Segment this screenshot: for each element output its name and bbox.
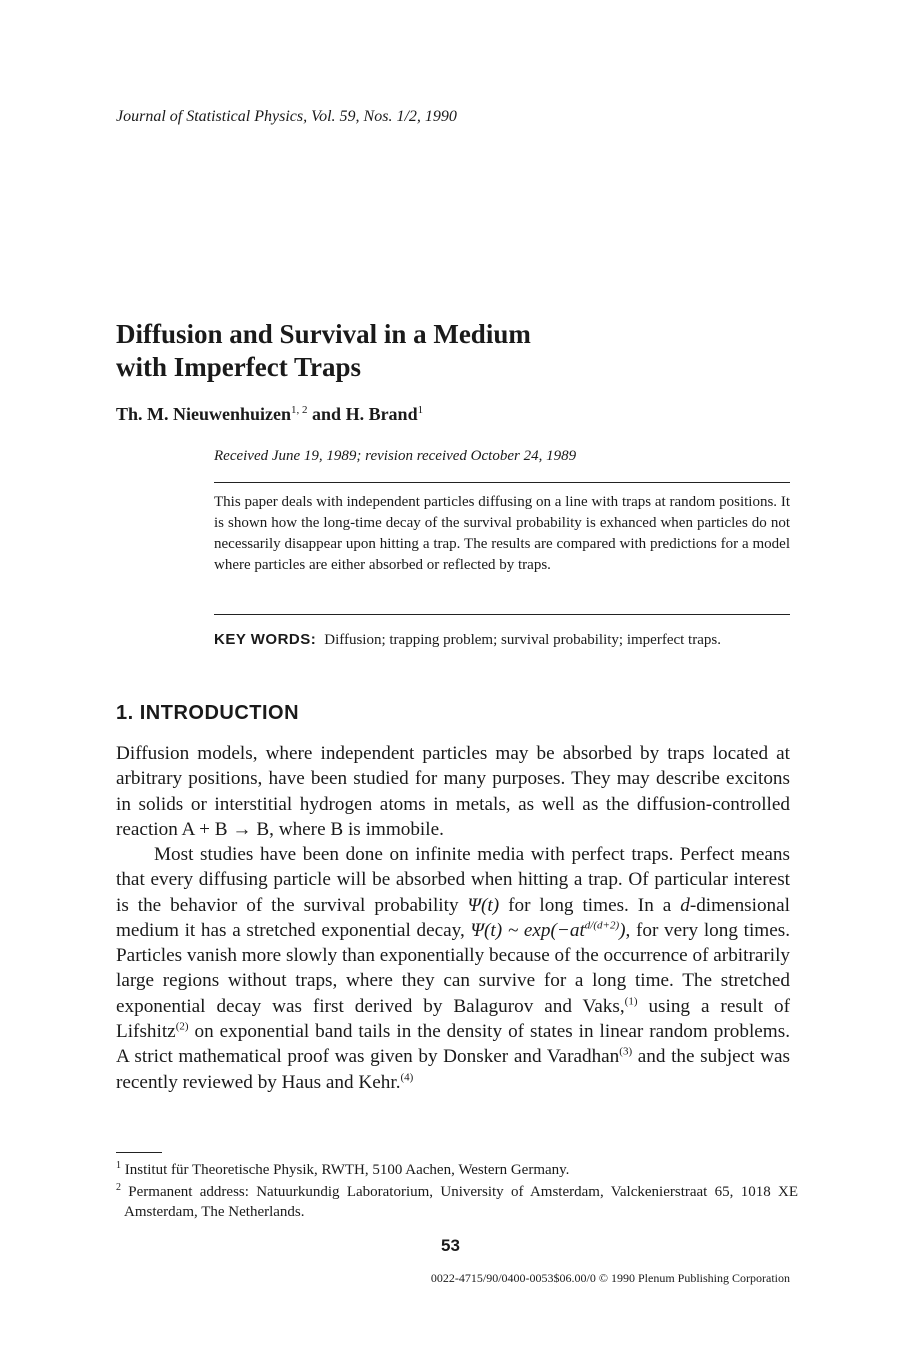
footnote-rule xyxy=(116,1152,162,1153)
intro-text: for long times. In a xyxy=(499,894,681,916)
citation-ref-4: (4) xyxy=(400,1071,414,1084)
author-conjunction: and xyxy=(312,404,342,424)
intro-text: and the subject was recently reviewed by Haus and Kehr. xyxy=(116,1046,790,1093)
footnote-2-mark: 2 xyxy=(116,1182,121,1193)
page-number: 53 xyxy=(441,1236,460,1255)
math-formula-base: Ψ(t) ~ exp(−at xyxy=(470,919,585,941)
copyright-line: 0022-4715/90/0400-0053$06.00/0 © 1990 Plenum Publishing Corporation xyxy=(430,1271,790,1285)
citation-ref-2: (2) xyxy=(175,1020,189,1033)
author-2-affiliation: 1 xyxy=(417,404,424,416)
author-list xyxy=(116,404,423,425)
paper-title xyxy=(116,318,531,384)
citation-ref-1: (1) xyxy=(624,995,638,1008)
footnote-1-mark: 1 xyxy=(116,1160,121,1171)
intro-text: , for very long times. Particles vanish more slowly than exponentially because of the occurrence of arbitrarily large regions without traps, where they can survive for a long time. The stretched exponential decay was first derived by Balagurov and Vaks, xyxy=(116,919,791,1017)
footnote-1-text: Institut für Theoretische Physik, RWTH, 5100 Aachen, Western Germany. xyxy=(121,1162,570,1178)
citation-ref-3: (3) xyxy=(619,1045,633,1058)
intro-paragraph-2 xyxy=(116,842,790,1095)
paper-title-line-1: Diffusion and Survival in a Medium xyxy=(116,319,531,349)
math-stretched-exponential xyxy=(471,920,626,941)
intro-text: -dimensional medium it has a stretched exponential decay, xyxy=(116,894,790,941)
section-heading-introduction: 1. INTRODUCTION xyxy=(116,702,300,724)
journal-citation: Journal of Statistical Physics, Vol. 59, Nos. 1/2, 1990 xyxy=(116,108,457,125)
math-formula-exponent: d/(d+2) xyxy=(584,919,620,932)
math-dimension: d xyxy=(680,894,690,916)
abstract: This paper deals with independent particles diffusing on a line with traps at random positions. It is shown how the long-time decay of the survival probability is exhanced when particles do not necessarily disappear upon hitting a trap. The results are compared with predictions for a model where particles are either absorbed or reflected by traps. xyxy=(214,494,790,573)
received-dates: Received June 19, 1989; revision received October 24, 1989 xyxy=(214,448,577,464)
keywords xyxy=(214,629,790,651)
abstract-bottom-rule xyxy=(214,614,790,615)
footnote-1 xyxy=(116,1160,790,1180)
keywords-label: KEY WORDS: xyxy=(214,631,317,648)
math-formula-close: ) xyxy=(619,919,626,941)
abstract-top-rule xyxy=(214,482,790,483)
author-2: H. Brand xyxy=(345,404,418,424)
footnote-2 xyxy=(116,1182,798,1222)
intro-paragraph-1: Diffusion models, where independent particles may be absorbed by traps located at arbitrary positions, have been studied for many purposes. They may describe excitons in solids or interstitial hydrogen atoms in metals, as well as the diffusion-controlled reaction A + B → B, where B is immobile. xyxy=(116,743,790,840)
author-1: Th. M. Nieuwenhuizen xyxy=(116,404,292,424)
footnote-2-text: Permanent address: Natuurkundig Laboratorium, University of Amsterdam, Valckenierstraat 65, 1018 XE Amsterdam, The Netherlands. xyxy=(121,1184,798,1220)
author-1-affiliation: 1, 2 xyxy=(291,404,308,416)
keywords-text: Diffusion; trapping problem; survival probability; imperfect traps. xyxy=(324,632,721,648)
intro-text: on exponential band tails in the density of states in linear random problems. A strict mathematical proof was given by Donsker and Varadhan xyxy=(116,1021,790,1068)
math-survival-probability: Ψ(t) xyxy=(467,894,500,916)
paper-title-line-2: with Imperfect Traps xyxy=(116,352,361,382)
intro-text: Most studies have been done on infinite media with perfect traps. Perfect means that every diffusing particle will be absorbed when hitting a trap. Of particular interest is the behavior of the survival probability xyxy=(116,844,790,916)
intro-text: using a result of Lifshitz xyxy=(116,995,790,1043)
